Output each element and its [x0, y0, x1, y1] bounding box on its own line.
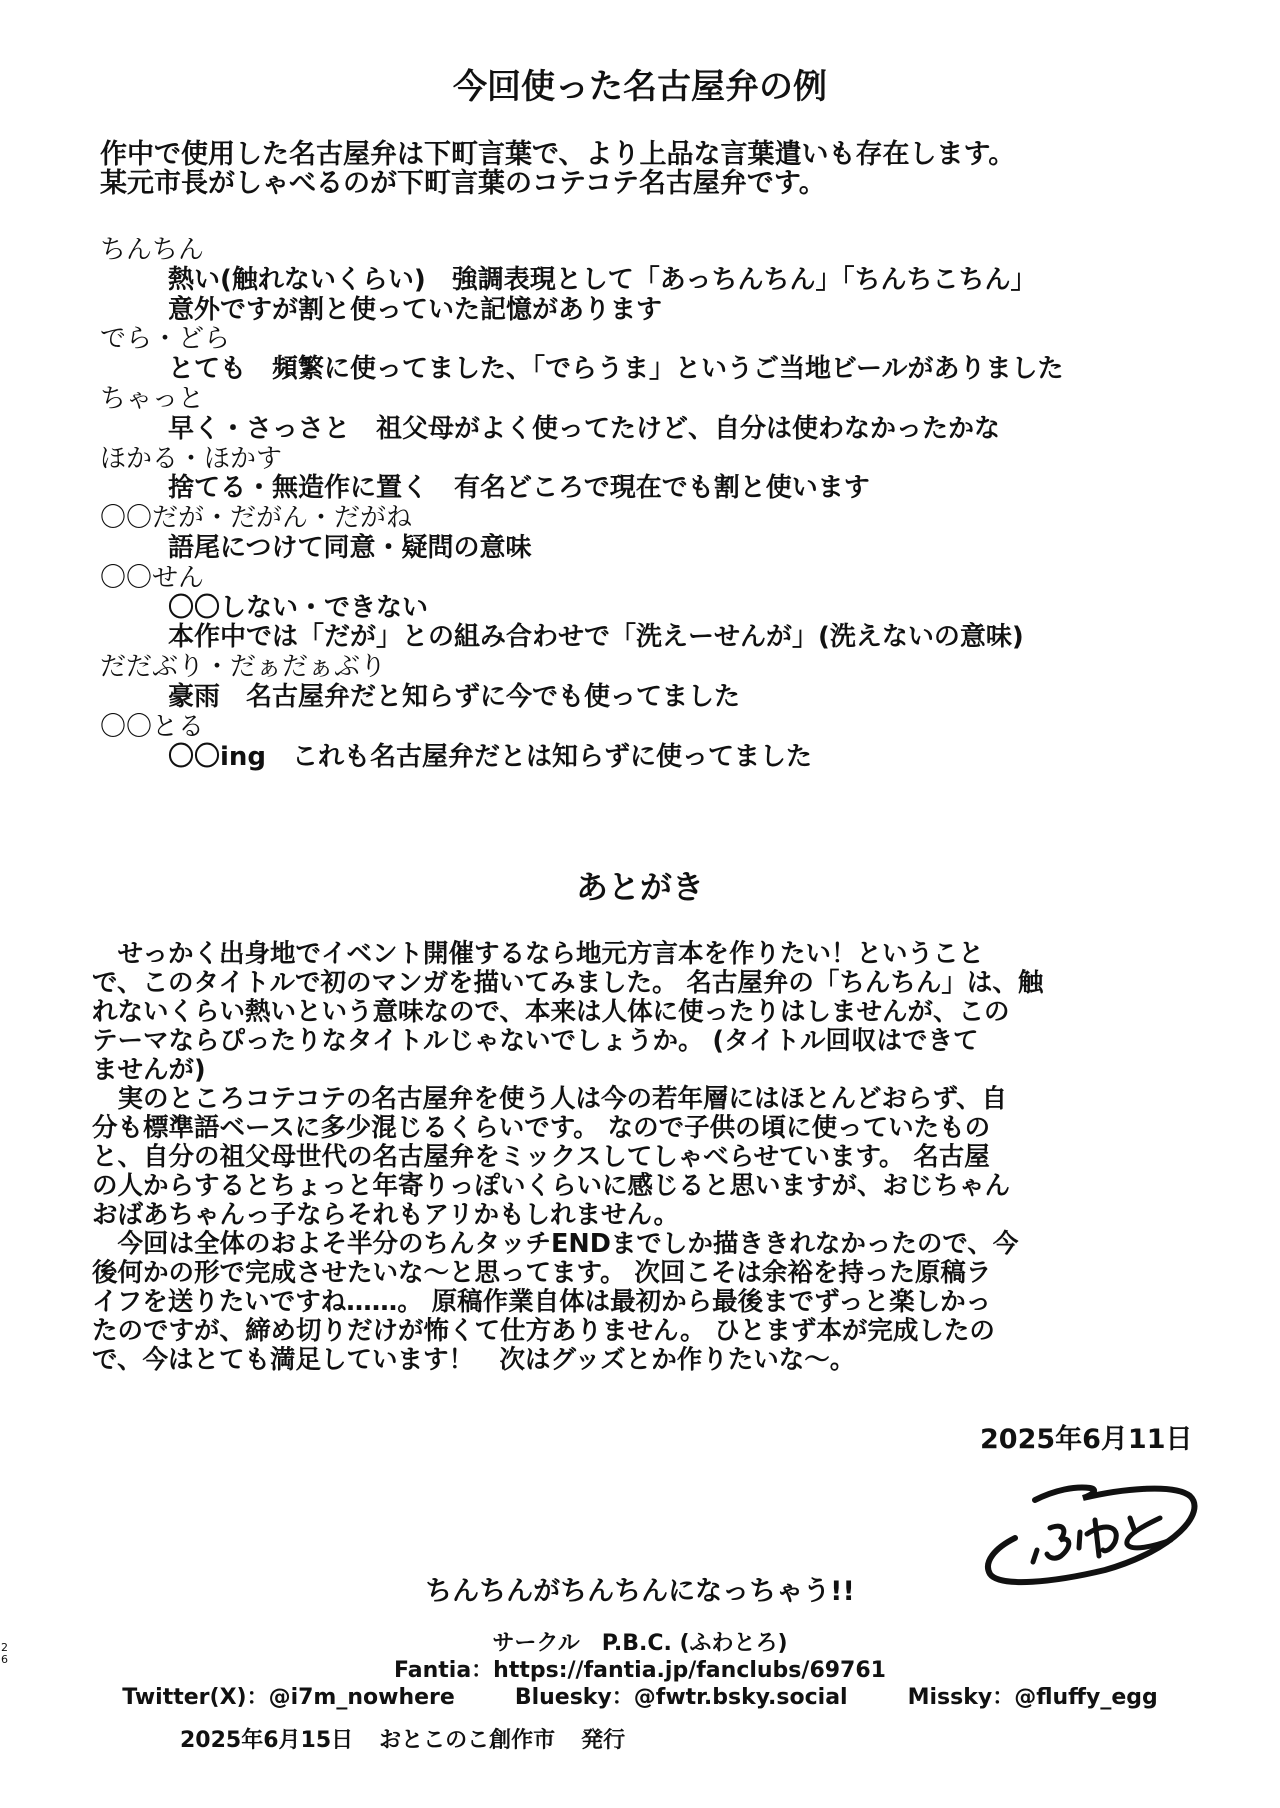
afterword-line: 今回は全体のおよそ半分のちんタッチENDまでしか描ききれなかったので、今	[92, 1229, 1019, 1259]
afterword-line: テーマならぴったりなタイトルじゃないでしょうか。 (タイトル回収はできて	[92, 1026, 979, 1056]
misskey-handle: Missky：@fluffy_egg	[907, 1685, 1158, 1710]
publication-date: 2025年6月15日	[180, 1728, 354, 1753]
glossary-entry	[100, 713, 1260, 773]
publication-label: 発行	[581, 1728, 626, 1753]
afterword-line: 実のところコテコテの名古屋弁を使う人は今の若年層にはほとんどおらず、自	[92, 1084, 1007, 1114]
credits	[0, 1630, 1280, 1711]
twitter-handle: Twitter(X)：@i7m_nowhere	[122, 1685, 455, 1710]
glossary-desc: 〇〇ing これも名古屋弁だとは知らずに使ってました	[168, 741, 813, 772]
glossary-desc: 豪雨 名古屋弁だと知らずに今でも使ってました	[168, 681, 741, 712]
circle-name: サークル P.B.C. (ふわとろ)	[492, 1631, 788, 1656]
afterword-line: 分も標準語ベースに多少混じるくらいです。 なので子供の頃に使っていたもの	[92, 1113, 991, 1143]
glossary-desc: 〇〇しない・できない	[168, 592, 429, 623]
glossary-term: でら・どら	[100, 324, 231, 355]
glossary-term: ほかる・ほかす	[100, 443, 283, 474]
glossary-term: 〇〇せん	[100, 562, 205, 593]
glossary-term: ちゃっと	[100, 383, 205, 414]
afterword-line: で、このタイトルで初のマンガを描いてみました。 名古屋弁の「ちんちん」は、触	[92, 968, 1044, 998]
glossary-term: ちんちん	[100, 235, 205, 265]
glossary-desc: 早く・さっさと 祖父母がよく使ってたけど、自分は使わなかったかな	[168, 413, 1001, 444]
glossary-entry	[100, 325, 1260, 385]
glossary-term: だだぶり・だぁだぁぶり	[100, 652, 387, 683]
book-title: ちんちんがちんちんになっちゃう!!	[425, 1576, 855, 1607]
afterword-line: イフを送りたいですね……。 原稿作業自体は最初から最後までずっと楽しかっ	[92, 1287, 992, 1317]
glossary-desc: 意外ですが割と使っていた記憶があります	[168, 294, 663, 325]
afterword-date: 2025年6月11日	[980, 1424, 1193, 1455]
afterword-line: で、今はとても満足しています！ 次はグッズとか作りたいな〜。	[92, 1345, 856, 1375]
glossary-desc: 語尾につけて同意・疑問の意味	[168, 532, 532, 563]
glossary-desc: とても 頻繁に使ってました、「でらうま」というご当地ビールがありました	[168, 354, 1064, 385]
bluesky-handle: Bluesky：@fwtr.bsky.social	[514, 1685, 848, 1710]
glossary-entry	[100, 385, 1260, 445]
dialect-glossary	[100, 236, 1260, 772]
publication-info	[180, 1726, 625, 1756]
glossary-entry	[100, 564, 1260, 653]
afterword-line: せっかく出身地でイベント開催するなら地元方言本を作りたい！ということ	[92, 939, 984, 969]
afterword-line: と、自分の祖父母世代の名古屋弁をミックスしてしゃべらせています。 名古屋	[92, 1142, 990, 1172]
glossary-desc: 捨てる・無造作に置く 有名どころで現在でも割と使います	[168, 473, 870, 504]
page-number	[1, 1642, 11, 1666]
afterword-line: ませんが)	[92, 1055, 206, 1085]
intro-paragraph	[100, 140, 1260, 198]
intro-line: 某元市長がしゃべるのが下町言葉のコテコテ名古屋弁です。	[100, 168, 826, 199]
afterword-line: の人からするとちょっと年寄りっぽいくらいに感じると思いますが、おじちゃん	[92, 1171, 1011, 1201]
afterword-line: たのですが、締め切りだけが怖くて仕方ありません。 ひとまず本が完成したの	[92, 1316, 995, 1346]
fantia-link: Fantia：https://fantia.jp/fanclubs/69761	[394, 1658, 886, 1683]
afterword-title: あとがき	[575, 868, 704, 906]
afterword-body	[92, 940, 1252, 1375]
intro-line: 作中で使用した名古屋弁は下町言葉で、より上品な言葉遣いも存在します。	[100, 139, 1016, 170]
social-links	[0, 1684, 1280, 1711]
glossary-term: 〇〇だが・だがん・だがね	[100, 503, 413, 534]
afterword-line: れないくらい熱いという意味なので、本来は人体に使ったりはしませんが、この	[92, 997, 1010, 1027]
glossary-entry	[100, 653, 1260, 713]
glossary-term: 〇〇とる	[100, 711, 205, 742]
page-number-digit: 6	[1, 1653, 8, 1666]
glossary-entry	[100, 236, 1260, 325]
page-number-digit: 2	[1, 1641, 8, 1654]
page-title: 今回使った名古屋弁の例	[453, 67, 827, 107]
glossary-entry	[100, 504, 1260, 564]
afterword-line: 後何かの形で完成させたいな〜と思ってます。 次回こそは余裕を持った原稿ラ	[92, 1258, 992, 1288]
glossary-entry	[100, 445, 1260, 505]
glossary-desc: 熱い(触れないくらい) 強調表現として「あっちんちん」「ちんちこちん」	[168, 264, 1037, 295]
glossary-desc: 本作中では「だが」との組み合わせで「洗えーせんが」(洗えないの意味)	[168, 622, 1024, 653]
publication-event: おとこのこ創作市	[379, 1728, 556, 1753]
afterword-line: おばあちゃんっ子ならそれもアリかもしれません。	[92, 1200, 680, 1230]
